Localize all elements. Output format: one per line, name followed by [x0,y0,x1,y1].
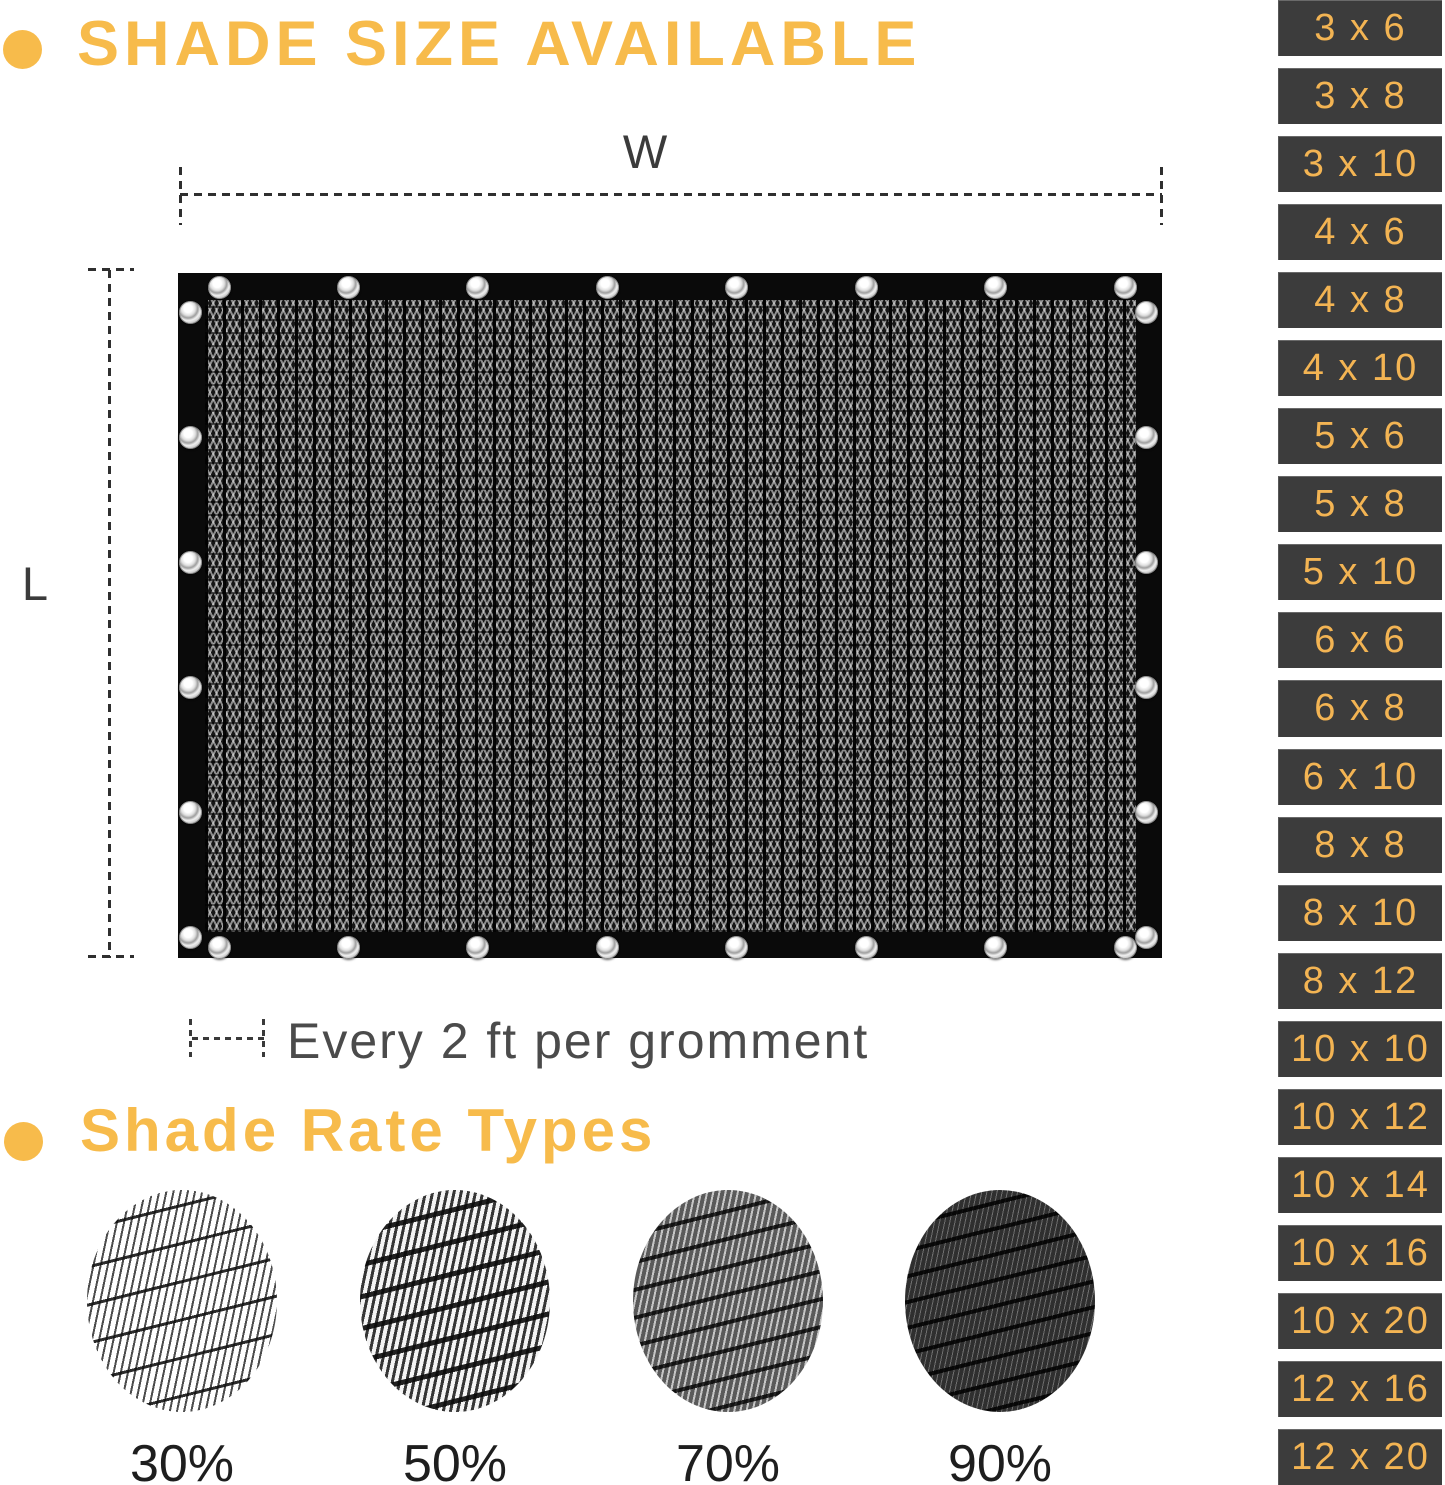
size-item: 10 x 12 [1278,1089,1442,1145]
size-item: 4 x 10 [1278,340,1442,396]
grommet-icon [179,801,202,824]
length-dimension-tick-top [88,268,134,271]
size-item: 3 x 8 [1278,68,1442,124]
grommet-icon [1135,551,1158,574]
section-title-shade-rate: Shade Rate Types [80,1097,657,1164]
length-dimension-label: L [21,557,49,610]
shade-rate-label: 70% [675,1435,781,1485]
grommet-icon [466,936,489,959]
width-dimension-tick-right [1160,167,1163,225]
grommet-spacing-tick-right [262,1019,265,1057]
size-item: 5 x 8 [1278,476,1442,532]
grommet-icon [208,276,231,299]
grommet-icon [179,676,202,699]
grommet-icon [855,936,878,959]
grommet-icon [1114,276,1137,299]
grommet-icon [1135,426,1158,449]
size-list [1278,0,1442,1485]
grommet-icon [1135,801,1158,824]
bullet-icon [4,1122,43,1161]
shade-net-illustration [178,273,1162,958]
grommet-icon [1114,936,1137,959]
shade-rate-label: 90% [947,1435,1053,1485]
grommet-icon [179,426,202,449]
grommet-icon [466,276,489,299]
size-item: 5 x 6 [1278,408,1442,464]
grommet-icon [179,926,202,949]
length-dimension-tick-bottom [88,955,134,958]
grommet-icon [337,936,360,959]
width-dimension-label: W [622,125,668,178]
size-item: 6 x 6 [1278,612,1442,668]
size-item: 6 x 8 [1278,680,1442,736]
grommet-icon [1135,676,1158,699]
shade-rate-label: 30% [129,1435,235,1485]
grommet-icon [725,276,748,299]
grommet-spacing-tick-left [189,1019,192,1057]
size-item: 5 x 10 [1278,544,1442,600]
bullet-icon [3,30,42,69]
size-item: 12 x 20 [1278,1429,1442,1485]
section-title-shade-size: SHADE SIZE AVAILABLE [77,9,922,79]
size-item: 8 x 12 [1278,953,1442,1009]
size-item: 3 x 6 [1278,0,1442,56]
grommet-icon [855,276,878,299]
width-dimension-line [180,193,1162,196]
grommet-icon [984,936,1007,959]
size-item: 10 x 14 [1278,1157,1442,1213]
size-item: 10 x 20 [1278,1293,1442,1349]
grommet-icon [179,551,202,574]
grommet-icon [1135,926,1158,949]
grommet-spacing-note: Every 2 ft per gromment [287,1013,870,1069]
size-item: 10 x 10 [1278,1021,1442,1077]
grommet-icon [1135,301,1158,324]
mesh-texture [205,300,1136,932]
size-item: 12 x 16 [1278,1361,1442,1417]
size-item: 4 x 8 [1278,272,1442,328]
shade-rate-swatch [87,1190,277,1412]
size-item: 3 x 10 [1278,136,1442,192]
grommet-icon [208,936,231,959]
size-item: 6 x 10 [1278,749,1442,805]
shade-rate-swatch [905,1190,1095,1412]
length-dimension-line [108,270,111,958]
size-item: 8 x 10 [1278,885,1442,941]
grommet-icon [725,936,748,959]
size-item: 10 x 16 [1278,1225,1442,1281]
width-dimension-tick-left [179,167,182,225]
grommet-icon [337,276,360,299]
size-item: 8 x 8 [1278,817,1442,873]
grommet-icon [984,276,1007,299]
size-item: 4 x 6 [1278,204,1442,260]
shade-rate-label: 50% [402,1435,508,1485]
shade-rate-swatch [633,1190,823,1412]
grommet-spacing-line [192,1037,264,1040]
grommet-icon [179,301,202,324]
grommet-icon [596,936,619,959]
grommet-icon [596,276,619,299]
shade-rate-swatch [360,1190,550,1412]
